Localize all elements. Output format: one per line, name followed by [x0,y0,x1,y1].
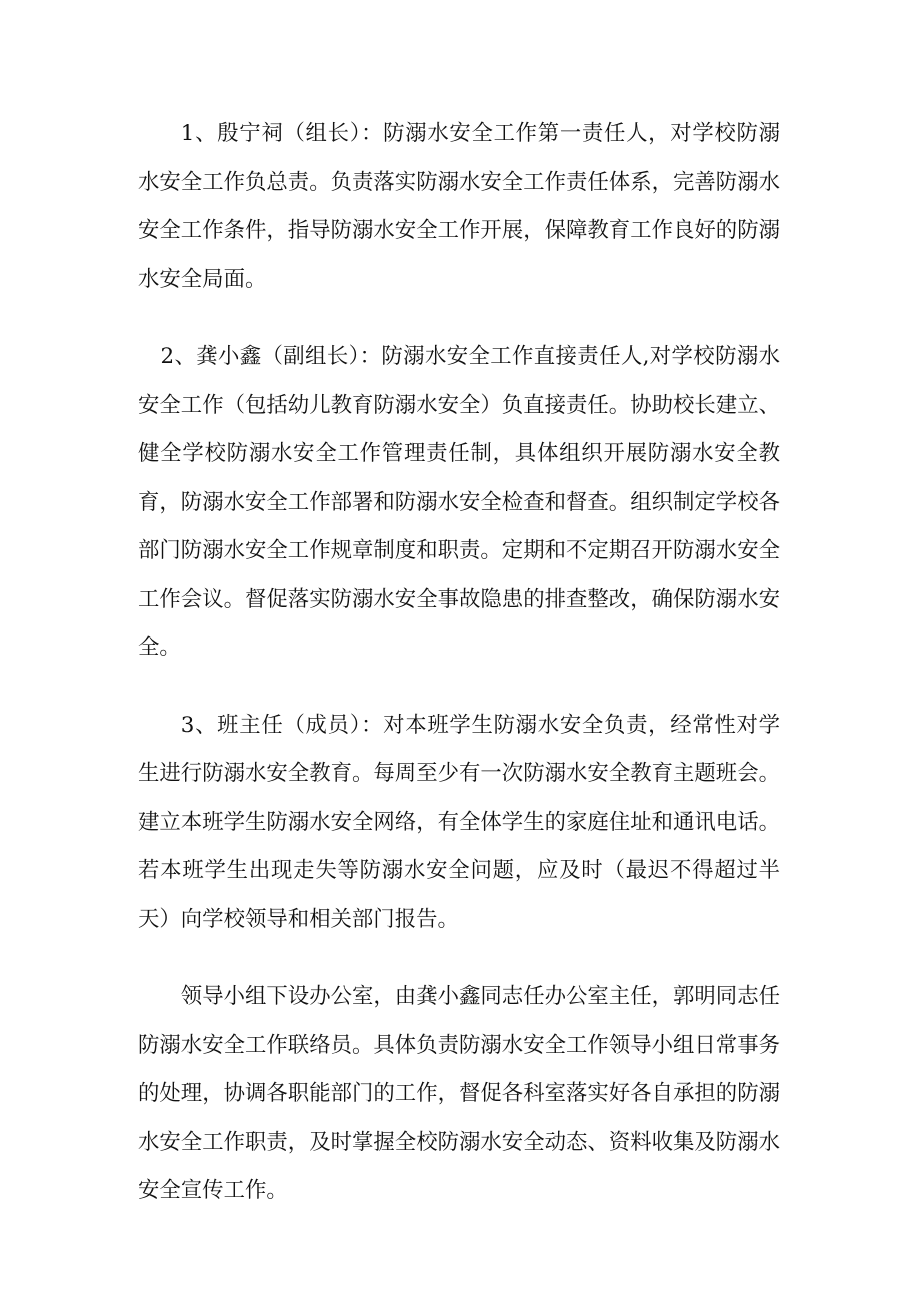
document-page [138,110,780,1216]
paragraph-team-leader-duties: 1、殷宁祠（组长）：防溺水安全工作第一责任人，对学校防溺水安全工作负总责。负责落实防溺水安全工作责任体系，完善防溺水安全工作条件，指导防溺水安全工作开展，保障教育工作良好的防溺水安全局面。 [138,121,780,292]
paragraph-class-teacher-duties: 3、班主任（成员）：对本班学生防溺水安全负责，经常性对学生进行防溺水安全教育。每周至少有一次防溺水安全教育主题班会。建立本班学生防溺水安全网络，有全体学生的家庭住址和通讯电话。若本班学生出现走失等防溺水安全问题，应及时（最迟不得超过半天）向学校领导和相关部门报告。 [138,712,780,932]
paragraph-deputy-leader-duties: 2、龚小鑫（副组长）：防溺水安全工作直接责任人,对学校防溺水安全工作（包括幼儿教育防溺水安全）负直接责任。协助校长建立、健全学校防溺水安全工作管理责任制，具体组织开展防溺水安全教育，防溺水安全工作部署和防溺水安全检查和督查。组织制定学校各部门防溺水安全工作规章制度和职责。定期和不定期召开防溺水安全工作会议。督促落实防溺水安全事故隐患的排查整改，确保防溺水安全。 [138,344,780,660]
paragraph-office-setup: 领导小组下设办公室，由龚小鑫同志任办公室主任，郭明同志任防溺水安全工作联络员。具体负责防溺水安全工作领导小组日常事务的处理，协调各职能部门的工作，督促各科室落实好各自承担的防溺水安全工作职责，及时掌握全校防溺水安全动态、资料收集及防溺水安全宣传工作。 [138,984,780,1203]
